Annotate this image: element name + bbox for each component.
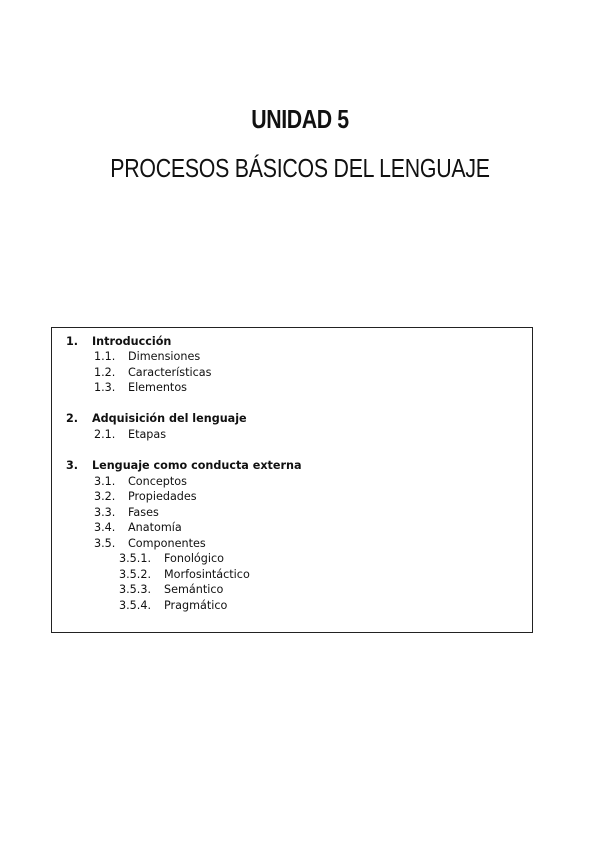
toc-label: Etapas (128, 428, 167, 441)
toc-label: Introducción (92, 335, 172, 348)
unit-subtitle: PROCESOS BÁSICOS DEL LENGUAJE (110, 153, 490, 183)
toc-number: 3. (66, 459, 79, 472)
table-of-contents (51, 327, 533, 633)
toc-label: Pragmático (164, 599, 228, 612)
toc-label: Adquisición del lenguaje (92, 412, 247, 425)
toc-label: Dimensiones (128, 350, 201, 363)
toc-label: Fases (128, 506, 159, 519)
unit-title: UNIDAD 5 (251, 104, 349, 134)
toc-label: Propiedades (128, 490, 197, 503)
toc-number: 3.1. (94, 475, 116, 488)
toc-number: 3.5.2. (119, 568, 152, 581)
toc-number: 1.2. (94, 366, 116, 379)
toc-number: 3.5.3. (119, 583, 152, 596)
toc-number: 3.5.1. (119, 552, 152, 565)
toc-label: Semántico (164, 583, 224, 596)
toc-number: 3.2. (94, 490, 116, 503)
toc-number: 2.1. (94, 428, 116, 441)
toc-label: Lenguaje como conducta externa (92, 459, 302, 472)
toc-label: Características (128, 366, 212, 379)
toc-label: Componentes (128, 537, 206, 550)
toc-number: 1. (66, 335, 79, 348)
toc-label: Morfosintáctico (164, 568, 250, 581)
toc-label: Elementos (128, 381, 187, 394)
toc-number: 1.3. (94, 381, 116, 394)
toc-number: 3.5.4. (119, 599, 152, 612)
toc-number: 3.3. (94, 506, 116, 519)
toc-number: 3.4. (94, 521, 116, 534)
toc-label: Anatomía (128, 521, 182, 534)
toc-number: 1.1. (94, 350, 116, 363)
toc-number: 3.5. (94, 537, 116, 550)
toc-label: Conceptos (128, 475, 187, 488)
toc-label: Fonológico (164, 552, 224, 565)
toc-number: 2. (66, 412, 79, 425)
